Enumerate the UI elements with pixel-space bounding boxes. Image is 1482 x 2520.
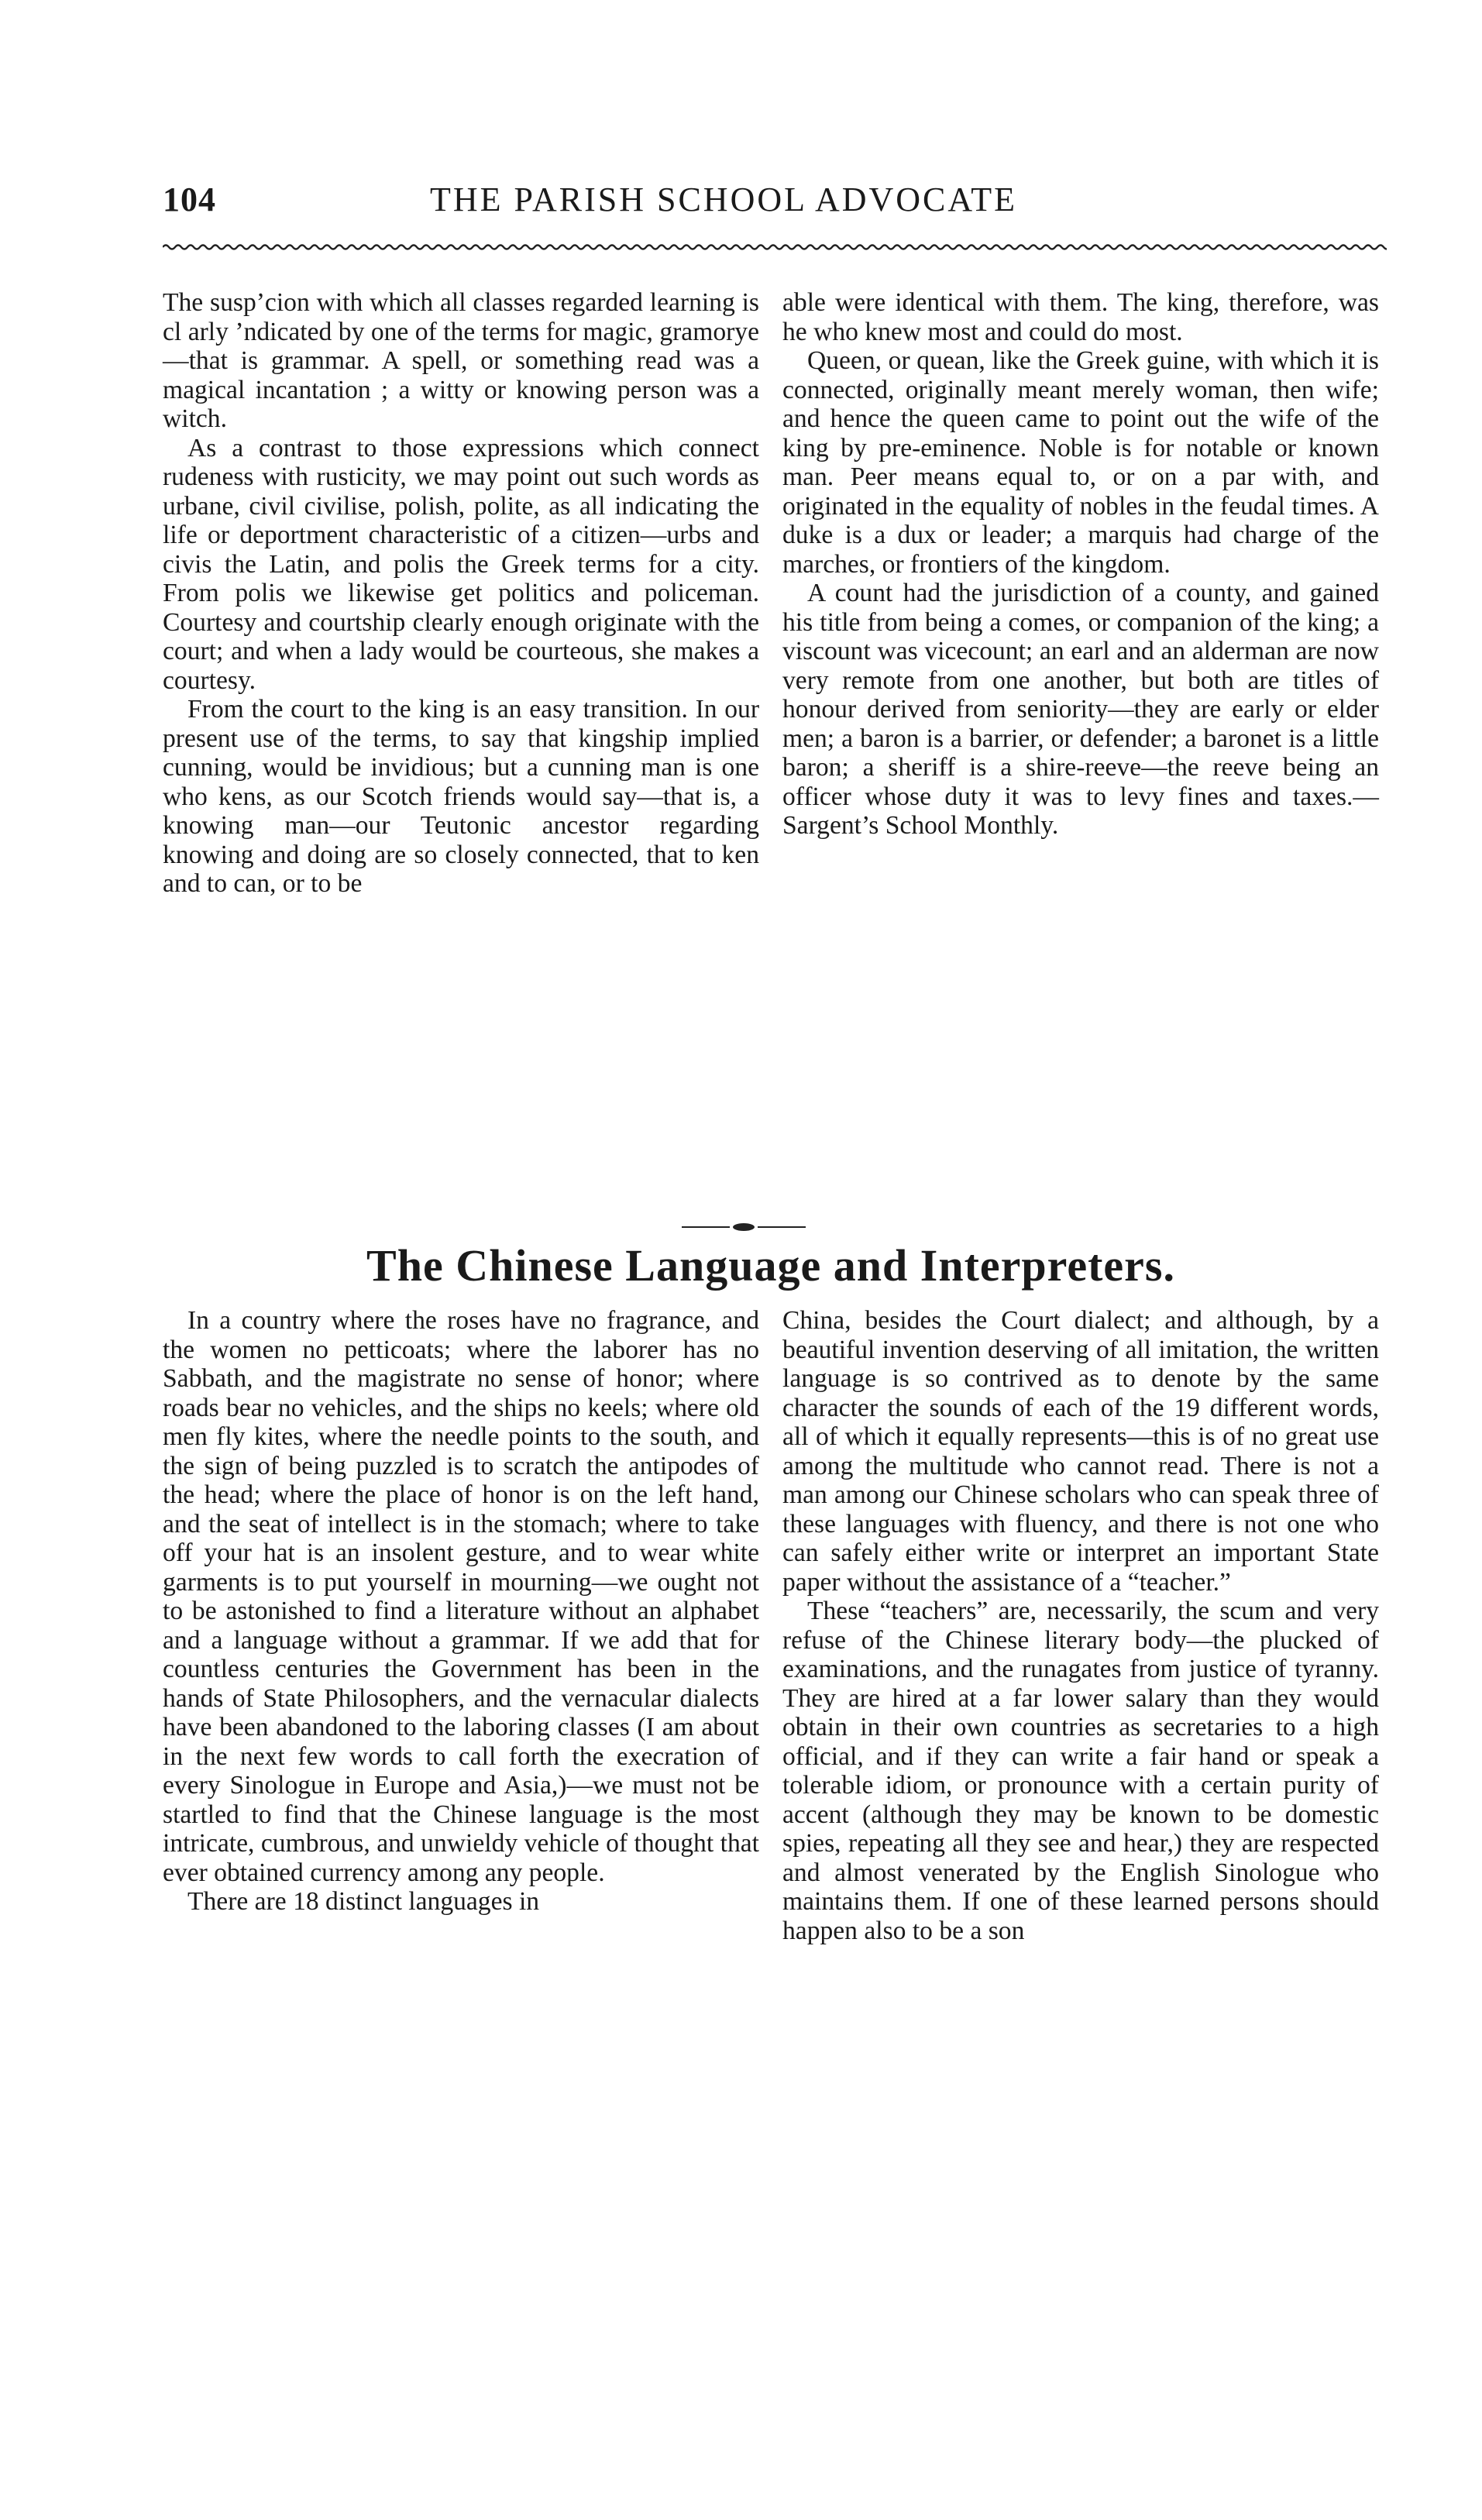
paragraph: able were identical with them. The king, therefore, was he who knew most and could do most.: [782, 288, 1379, 346]
top-article-left-column: [163, 288, 759, 899]
top-article-right-column: [782, 288, 1379, 841]
paragraph: Queen, or quean, like the Greek guine, with which it is connected, originally meant merely woman, then wife; and hence the queen came to point out the wife of the king by pre-eminence. Noble is for notable or known man. Peer means equal to, or on a par with, and originated in the equality of nobles in the feudal times. A duke is a dux or leader; a marquis had charge of the marches, or frontiers of the kingdom.: [782, 346, 1379, 579]
running-title: THE PARISH SCHOOL ADVOCATE: [430, 180, 1018, 218]
running-head: [163, 180, 1387, 226]
page-number: 104: [163, 180, 216, 218]
paragraph: From the court to the king is an easy transition. In our present use of the terms, to say that kingship implied cunning, would be invidious; but a cunning man is one who kens, as our Scotch friends would say—that is, a knowing man—our Teutonic ancestor regarding knowing and doing are so closely connected, that to ken and to can, or to be: [163, 695, 759, 898]
paragraph: There are 18 distinct languages in: [187, 1887, 540, 1916]
bottom-article-left-column: [163, 1306, 759, 1917]
ornamental-divider: [682, 1222, 806, 1232]
paragraph: These “teachers” are, necessarily, the scum and very refuse of the Chinese literary body—the plucked of examinations, and the runagates from justice of tyranny. They are hired at a far lower salary than they would obtain in their own countries as secretaries to a high official, and if they can write a fair hand or speak a tolerable idiom, or pronounce with a certain purity of accent (although they may be known to be domestic spies, repeating all they see and hear,) they are respected and almost venerated by the English Sinologue who maintains them. If one of these learned persons should happen also to be a son: [782, 1597, 1379, 1945]
paragraph: The susp’cion with which all classes regarded learning is cl arly ’ndicated by one of the terms for magic, gramorye—that is grammar. A spell, or something read was a magical incantation ; a witty or knowing person was a witch.: [163, 288, 759, 433]
bottom-article-right-column: [782, 1306, 1379, 1945]
paragraph: As a contrast to those expressions which connect rudeness with rusticity, we may point out such words as urbane, civil civilise, polish, polite, as all indicating the life or deportment characteristic of a citizen—urbs and civis the Latin, and polis the Greek terms for a city. From polis we likewise get politics and policeman. Courtesy and courtship clearly enough originate with the court; and when a lady would be courteous, she makes a courtesy.: [163, 433, 759, 695]
wavy-rule-divider: [163, 242, 1387, 253]
paragraph: China, besides the Court dialect; and although, by a beautiful invention deserving of all imitation, the written language is so contrived as to denote by the same character the sounds of each of the 19 different words, all of which it equally represents—this is of no great use among the multitude who cannot read. There is not a man among our Chinese scholars who can speak three of these languages with fluency, and there is not one who can safely either write or interpret an important State paper without the assistance of a “teacher.”: [782, 1306, 1379, 1597]
paragraph: A count had the jurisdiction of a county, and gained his title from being a comes, or companion of the king; a viscount was vicecount; an earl and an alderman are now very remote from one another, but both are titles of honour derived from seniority—they are early or elder men; a baron is a barrier, or defender; a baronet is a little baron; a sheriff is a shire-reeve—the reeve being an officer whose duty it was to levy fines and taxes.—Sargent’s School Monthly.: [782, 579, 1379, 840]
article-heading: The Chinese Language and Interpreters.: [366, 1240, 1175, 1291]
paragraph: In a country where the roses have no fragrance, and the women no petticoats; where the laborer has no Sabbath, and the magistrate no sense of honor; where roads bear no vehicles, and the ships no keels; where old men fly kites, where the needle points to the south, and the sign of being puzzled is to scratch the antipodes of the head; where the place of honor is on the left hand, and the seat of intellect is in the stomach; where to take off your hat is an insolent gesture, and to wear white garments is to put yourself in mourning—we ought not to be astonished to find a literature without an alphabet and a language without a grammar. If we add that for countless centuries the Government has been in the hands of State Philosophers, and the vernacular dialects have been abandoned to the laboring classes (I am about in the next few words to call forth the execration of every Sinologue in Europe and Asia,)—we must not be startled to find that the Chinese language is the most intricate, cumbrous, and unwieldy vehicle of thought that ever obtained currency among any people.: [163, 1306, 759, 1887]
